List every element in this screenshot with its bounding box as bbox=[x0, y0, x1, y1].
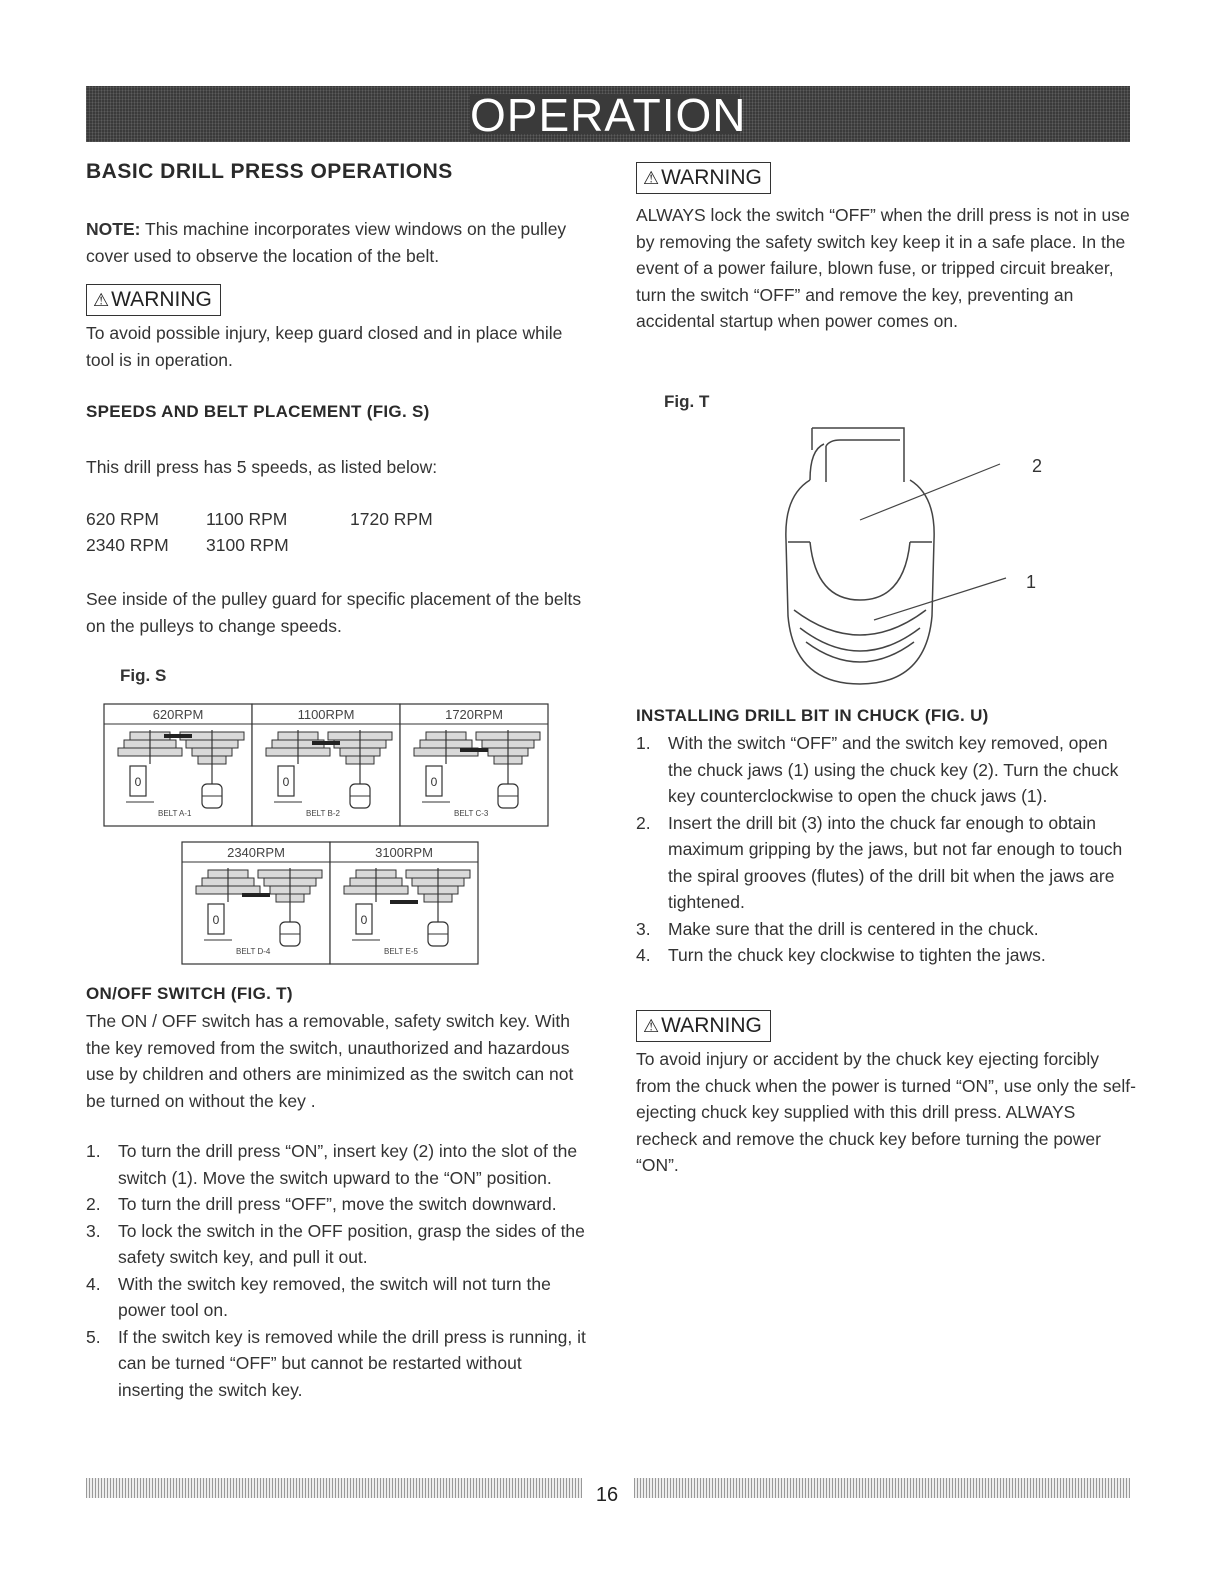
belt-cell bbox=[252, 704, 400, 826]
warning-label: WARNING bbox=[661, 1014, 762, 1037]
callout-2: 2 bbox=[1032, 456, 1043, 476]
cell-frame bbox=[182, 842, 330, 964]
spindle-digit: 0 bbox=[430, 775, 438, 789]
warning-label: WARNING bbox=[661, 166, 762, 189]
belt-band bbox=[242, 893, 270, 897]
step-text: If the switch key is removed while the drill press is running, it can be turned “OFF” but cannot be restarted without inserting the switch key. bbox=[118, 1326, 586, 1400]
warning-text bbox=[636, 202, 1136, 335]
warning-box bbox=[86, 284, 221, 316]
callout-1: 1 bbox=[1026, 572, 1037, 592]
chuck-steps bbox=[636, 730, 1136, 969]
note-label: NOTE: bbox=[86, 219, 141, 239]
warning-text bbox=[86, 320, 586, 373]
list-item bbox=[636, 730, 1136, 810]
belt-cell bbox=[400, 704, 548, 826]
warning-paragraph: To avoid injury or accident by the chuck key ejecting forcibly from the chuck when the power is turned “ON”, use only the self-ejecting chuck key supplied with this drill press. ALWAYS recheck and remove the chuck key before turning the power “ON”. bbox=[636, 1049, 1136, 1175]
list-item bbox=[636, 942, 1136, 969]
step-number: 2. bbox=[636, 812, 651, 833]
belt-cell bbox=[182, 842, 330, 964]
switch-text: The ON / OFF switch has a removable, safety switch key. With the key removed from the switch, unauthorized and hazardous use by children and others are minimized as the switch can not be turned on without the key . bbox=[86, 1011, 574, 1111]
list-item bbox=[86, 1191, 586, 1218]
cell-frame bbox=[104, 704, 252, 826]
speed-item: 2340 RPM bbox=[86, 535, 169, 555]
belt-label: BELT A-1 bbox=[158, 809, 192, 818]
step-text: To lock the switch in the OFF position, grasp the sides of the safety switch key, and pull it out. bbox=[118, 1220, 585, 1267]
warning-paragraph: ALWAYS lock the switch “OFF” when the drill press is not in use by removing the safety switch key keep it in a safe place. In the event of a power failure, blown fuse, or tripped circuit breaker, turn the switch “OFF” and remove the key, preventing an accidental startup when power comes on. bbox=[636, 205, 1130, 331]
cell-frame bbox=[252, 704, 400, 826]
rpm-label: 620RPM bbox=[152, 707, 204, 722]
step-text: Insert the drill bit (3) into the chuck far enough to obtain maximum gripping by the jaws, but not far enough to touch the spiral grooves (flutes) of the drill bit when the jaws are tightened. bbox=[668, 812, 1123, 912]
spindle-digit: 0 bbox=[134, 775, 142, 789]
rpm-label: 2340RPM bbox=[227, 845, 285, 860]
speed-item: 620 RPM bbox=[86, 509, 159, 529]
warning-paragraph: To avoid possible injury, keep guard closed and in place while tool is in operation. bbox=[86, 323, 563, 370]
list-item bbox=[636, 916, 1136, 943]
spindle-digit: 0 bbox=[360, 913, 368, 927]
footer-bar-right bbox=[634, 1478, 1130, 1498]
step-number: 4. bbox=[86, 1273, 101, 1294]
warning-box bbox=[636, 162, 771, 194]
section-heading: BASIC DRILL PRESS OPERATIONS bbox=[86, 160, 453, 183]
warning-triangle-icon: ⚠ bbox=[643, 1016, 660, 1036]
cell-frame bbox=[400, 704, 548, 826]
step-text: To turn the drill press “OFF”, move the switch downward. bbox=[118, 1194, 557, 1214]
spindle-digit: 0 bbox=[282, 775, 290, 789]
spindle-digit: 0 bbox=[212, 913, 220, 927]
belt-label: BELT D-4 bbox=[236, 947, 271, 956]
speeds-list bbox=[86, 506, 586, 562]
warning-box bbox=[636, 1010, 771, 1042]
warning-label: WARNING bbox=[111, 288, 212, 311]
belt-label: BELT B-2 bbox=[306, 809, 340, 818]
pulley-note-text: See inside of the pulley guard for specific placement of the belts on the pulleys to change speeds. bbox=[86, 589, 582, 636]
warning-triangle-icon: ⚠ bbox=[643, 168, 660, 188]
step-number: 2. bbox=[86, 1194, 101, 1214]
belt-cell bbox=[330, 842, 478, 964]
belt-label: BELT C-3 bbox=[454, 809, 489, 818]
step-number: 4. bbox=[636, 945, 651, 965]
step-text: To turn the drill press “ON”, insert key (2) into the slot of the switch (1). Move the switch upward to the “ON” position. bbox=[118, 1141, 578, 1188]
speeds-intro bbox=[86, 454, 586, 481]
speed-item: 1720 RPM bbox=[350, 509, 433, 529]
rpm-label: 1100RPM bbox=[297, 707, 355, 722]
belt-band bbox=[164, 734, 192, 738]
step-number: 5. bbox=[86, 1326, 101, 1347]
rpm-label: 3100RPM bbox=[375, 845, 433, 860]
switch-heading: ON/OFF SWITCH (FIG. T) bbox=[86, 984, 293, 1003]
list-item bbox=[86, 1324, 586, 1404]
footer-bar-left bbox=[86, 1478, 582, 1498]
chuck-heading: INSTALLING DRILL BIT IN CHUCK (FIG. U) bbox=[636, 706, 989, 725]
fig-s-label: Fig. S bbox=[120, 666, 167, 685]
belt-band bbox=[390, 900, 418, 904]
belt-band bbox=[460, 748, 488, 752]
list-item bbox=[86, 1271, 586, 1324]
belt-cell bbox=[104, 704, 252, 826]
page-title: OPERATION bbox=[470, 89, 747, 141]
page-number: 16 bbox=[595, 1484, 619, 1506]
step-number: 3. bbox=[636, 918, 651, 939]
list-item bbox=[86, 1138, 586, 1191]
speed-item: 1100 RPM bbox=[206, 509, 288, 529]
fig-t-label: Fig. T bbox=[664, 392, 710, 411]
fig-s-diagram bbox=[100, 700, 560, 970]
note-paragraph bbox=[86, 216, 586, 269]
step-text: Turn the chuck key clockwise to tighten the jaws. bbox=[668, 945, 1046, 965]
list-item bbox=[636, 810, 1136, 916]
warning-text bbox=[636, 1046, 1136, 1179]
rpm-label: 1720RPM bbox=[445, 707, 503, 722]
fig-t-diagram bbox=[770, 420, 1070, 690]
note-text: This machine incorporates view windows on the pulley cover used to observe the location of the belt. bbox=[86, 219, 567, 266]
speed-item: 3100 RPM bbox=[206, 535, 289, 555]
step-text: Make sure that the drill is centered in the chuck. bbox=[668, 918, 1039, 939]
switch-key-outline bbox=[810, 428, 904, 482]
switch-steps bbox=[86, 1138, 586, 1403]
switch-paragraph bbox=[86, 1008, 586, 1114]
belt-band bbox=[312, 741, 340, 745]
step-text: With the switch key removed, the switch will not turn the power tool on. bbox=[118, 1273, 551, 1320]
speeds-intro-text: This drill press has 5 speeds, as listed below: bbox=[86, 457, 438, 477]
step-number: 1. bbox=[86, 1141, 101, 1161]
list-item bbox=[86, 1218, 586, 1271]
belt-label: BELT E-5 bbox=[384, 947, 418, 956]
warning-triangle-icon: ⚠ bbox=[93, 290, 110, 310]
pulley-note bbox=[86, 586, 586, 639]
step-number: 3. bbox=[86, 1220, 101, 1241]
switch-body bbox=[786, 480, 934, 684]
step-number: 1. bbox=[636, 733, 651, 753]
step-text: With the switch “OFF” and the switch key removed, open the chuck jaws (1) using the chuck key (2). Turn the chuck key counterclockwise to open the chuck jaws (1). bbox=[668, 733, 1119, 806]
speeds-heading: SPEEDS AND BELT PLACEMENT (FIG. S) bbox=[86, 402, 430, 421]
